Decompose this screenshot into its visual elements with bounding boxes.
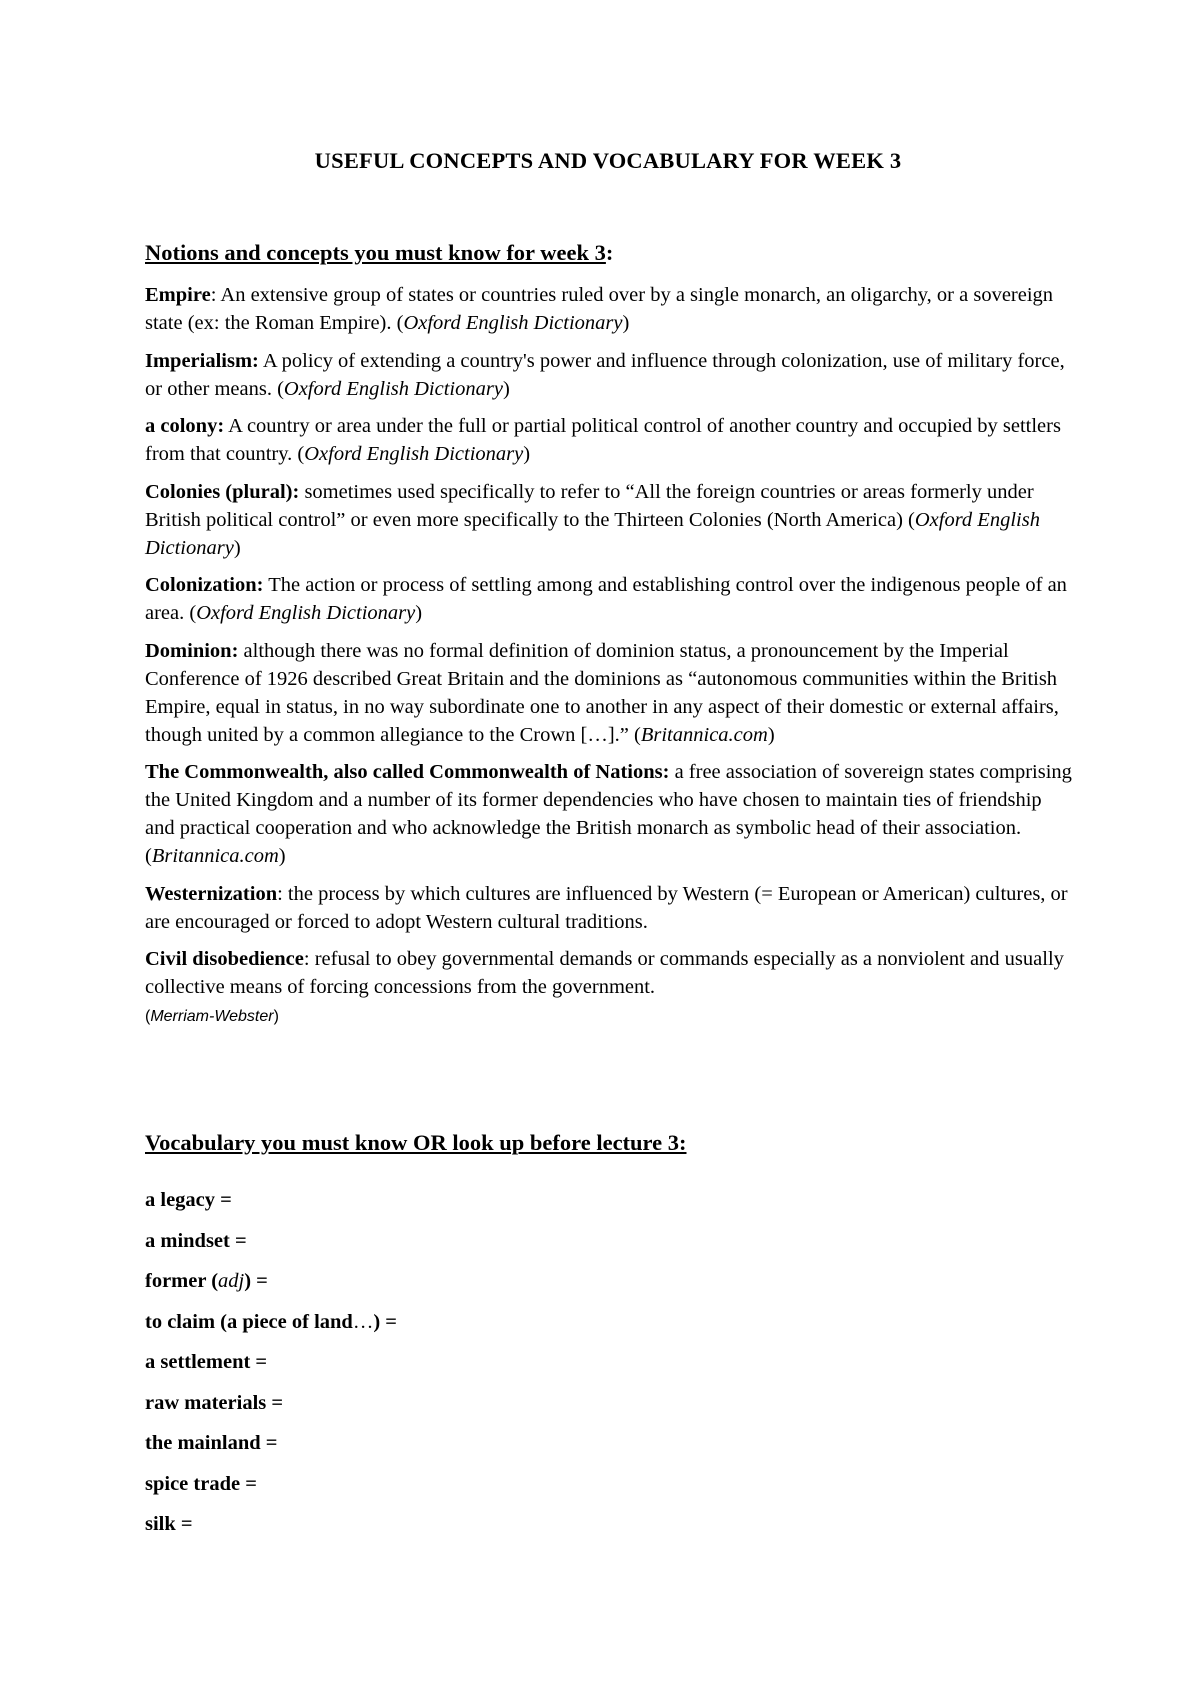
vocabulary-list [145, 1186, 397, 1551]
definition-imperialism [145, 347, 1075, 403]
definition-term: Colonies (plural): [145, 480, 300, 503]
definition-term: The Commonwealth, also called Commonwealth of Nations: [145, 761, 670, 783]
definition-commonwealth [145, 758, 1075, 870]
definition-source: Oxford English Dictionary [304, 443, 524, 465]
vocab-item-former [145, 1267, 397, 1308]
definition-end: ) [767, 723, 775, 746]
definition-source-close: ) [273, 1008, 279, 1025]
vocab-former-c: ) = [244, 1270, 268, 1292]
vocabulary-heading-text: Vocabulary you must know OR look up before lecture 3: [145, 1130, 687, 1155]
definition-end: ) [278, 845, 286, 867]
definition-text: refusal to obey governmental demands or commands especially as a nonviolent and usually collective means of forcing concessions from the government. [145, 948, 1064, 998]
document-title: USEFUL CONCEPTS AND VOCABULARY FOR WEEK 3 [314, 148, 902, 173]
definition-source-open: ( [145, 1008, 151, 1025]
definition-civil-disobedience [145, 945, 1075, 1031]
definition-text: A country or area under the full or partial political control of another country and occupied by settlers from that country. ( [145, 415, 1061, 465]
vocab-item-legacy: a legacy = [145, 1189, 232, 1211]
definition-end: ) [523, 443, 531, 465]
definition-source: Britannica.com [151, 845, 279, 867]
definition-sep: : [210, 284, 217, 306]
definition-text: sometimes used specifically to refer to “All the foreign countries or areas formerly under British political control” or even more specifically to the Thirteen Colonies (North America) ( [145, 480, 1034, 531]
definition-sep: : [277, 882, 283, 905]
definition-colony [145, 412, 1075, 468]
definition-westernization [145, 880, 1075, 936]
definition-source: Oxford English Dictionary [196, 602, 416, 624]
vocab-item-raw-materials: raw materials = [145, 1391, 284, 1414]
definitions-list [145, 281, 1075, 1041]
definition-text: the process by which cultures are influenced by Western (= European or American) cultures, or are encouraged or forced to adopt Western cultural traditions. [145, 882, 1068, 933]
definition-source: Merriam-Webster [150, 1008, 274, 1025]
vocab-item-spice-trade: spice trade = [145, 1472, 257, 1495]
definition-source: Oxford English Dictionary [145, 508, 1040, 559]
definition-colonization [145, 571, 1075, 627]
definition-colonies [145, 478, 1075, 562]
vocab-item-silk: silk = [145, 1513, 193, 1535]
notions-heading-text: Notions and concepts you must know for week 3 [145, 240, 606, 265]
definition-end: ) [622, 312, 630, 334]
vocab-item-mainland: the mainland = [145, 1432, 278, 1454]
definition-term: Westernization [145, 882, 278, 905]
vocab-claim-a: to claim (a piece of land [145, 1310, 353, 1333]
definition-sep: : [303, 948, 310, 970]
definition-term: Dominion: [145, 639, 239, 662]
definition-source: Oxford English Dictionary [403, 312, 623, 334]
definition-end: ) [233, 536, 241, 559]
definition-text: a free association of sovereign states comprising the United Kingdom and a number of its former dependencies who have chosen to maintain ties of friendship and practical cooperation and who acknowledge the British monarch as symbolic head of their association. ( [145, 761, 1072, 867]
definition-term: a colony: [145, 415, 225, 437]
vocab-item-settlement: a settlement = [145, 1351, 268, 1373]
vocab-former-a: former ( [145, 1270, 219, 1292]
definition-term: Civil disobedience [145, 948, 304, 970]
vocab-item-mindset: a mindset = [145, 1229, 247, 1252]
definition-empire [145, 281, 1075, 337]
definition-term: Imperialism: [145, 349, 259, 372]
definition-text: The action or process of settling among and establishing control over the indigenous people of an area. ( [145, 574, 1067, 624]
notions-heading-suffix: : [605, 240, 614, 265]
definition-text: although there was no formal definition of dominion status, a pronouncement by the Imperial Conference of 1926 described Great Britain and the dominions as “autonomous communities within the British Empire, equal in status, in no way subordinate one to another in any aspect of their domestic or external affairs, though united by a common allegiance to the Crown […].” ( [145, 639, 1059, 746]
definition-source: Britannica.com [640, 723, 768, 746]
definition-term: Empire [145, 284, 211, 306]
vocab-item-claim [145, 1308, 397, 1349]
notions-heading [145, 240, 613, 266]
definition-text: A policy of extending a country's power and influence through colonization, use of military force, or other means. ( [145, 349, 1065, 400]
vocab-claim-b: … [352, 1310, 374, 1333]
vocab-former-b: adj [218, 1270, 245, 1292]
definition-dominion [145, 637, 1075, 749]
definition-text: An extensive group of states or countries ruled over by a single monarch, an oligarchy, or a sovereign state (ex: the Roman Empire). ( [145, 284, 1054, 334]
definition-end: ) [415, 602, 423, 624]
vocabulary-heading [145, 1130, 687, 1156]
definition-end: ) [502, 377, 510, 400]
definition-source: Oxford English Dictionary [283, 377, 503, 400]
definition-term: Colonization: [145, 574, 264, 596]
vocab-claim-c: ) = [373, 1310, 397, 1333]
